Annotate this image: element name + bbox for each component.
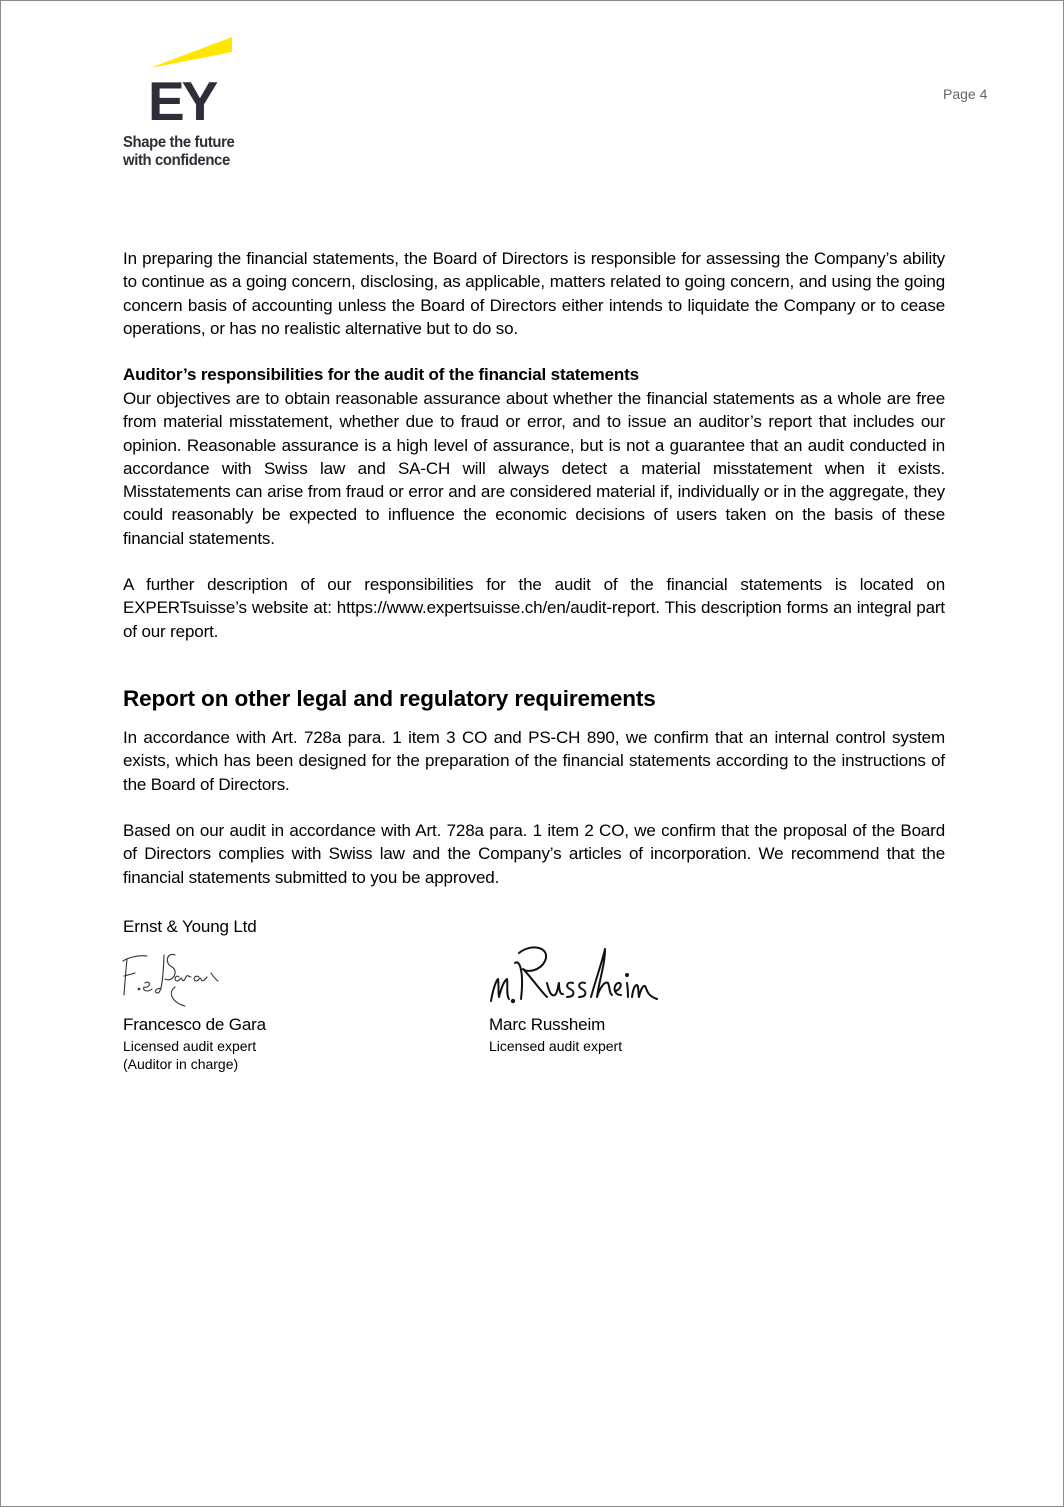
paragraph-internal-control: In accordance with Art. 728a para. 1 item 3 CO and PS-CH 890, we confirm that an internal control system exists, which has been designed for the preparation of the financial statements according to the instructions of the Board of Directors. [123, 728, 945, 794]
firm-name: Ernst & Young Ltd [123, 917, 257, 936]
ey-logo [121, 35, 261, 175]
logo-tagline [123, 134, 234, 170]
page-number: Page 4 [943, 86, 988, 102]
signer-2-name: Marc Russheim [489, 1015, 606, 1034]
logo-tagline-line2: with confidence [123, 152, 230, 169]
signer-2-role: Licensed audit expert [489, 1038, 623, 1054]
signature-marc-russheim [485, 939, 665, 1011]
ey-logo-beam [150, 37, 232, 68]
signature-francesco-de-gara [115, 943, 245, 1013]
logo-tagline-line1: Shape the future [123, 134, 235, 151]
signer-1-role: Licensed audit expert [123, 1038, 257, 1054]
paragraph-going-concern: In preparing the financial statements, the Board of Directors is responsible for assessing the Company’s ability to continue as a going concern, disclosing, as applicable, matters related to going concern, and using the going concern basis of accounting unless the Board of Directors either intends to liquidate the Company or to cease operations, or has no realistic alternative but to do so. [123, 249, 945, 338]
paragraph-proposal: Based on our audit in accordance with Art. 728a para. 1 item 2 CO, we confirm that the proposal of the Board of Directors complies with Swiss law and the Company’s articles of incorporation. We recommend that the financial statements submitted to you be approved. [123, 821, 945, 887]
auditor-responsibilities-heading: Auditor’s responsibilities for the audit of the financial statements [123, 365, 639, 384]
ey-logo-letters: EY [148, 70, 216, 132]
signer-1-role-note: (Auditor in charge) [123, 1056, 239, 1072]
paragraph-further-description: A further description of our responsibilities for the audit of the financial statements is located on EXPERTsuisse’s website at: https://www.expertsuisse.ch/en/audit-report. This description forms an integral part of our report. [123, 575, 945, 641]
signer-1-name: Francesco de Gara [123, 1015, 266, 1034]
section-heading-legal-requirements: Report on other legal and regulatory requirements [123, 686, 656, 711]
ey-logo-mark [121, 35, 261, 135]
paragraph-objectives: Our objectives are to obtain reasonable assurance about whether the financial statements as a whole are free from material misstatement, whether due to fraud or error, and to issue an auditor’s report that includes our opinion. Reasonable assurance is a high level of assurance, but is not a guarantee that an audit conducted in accordance with Swiss law and SA-CH will always detect a material misstatement when it exists. Misstatements can arise from fraud or error and are considered material if, individually or in the aggregate, they could reasonably be expected to influence the economic decisions of users taken on the basis of these financial statements. [123, 389, 945, 548]
